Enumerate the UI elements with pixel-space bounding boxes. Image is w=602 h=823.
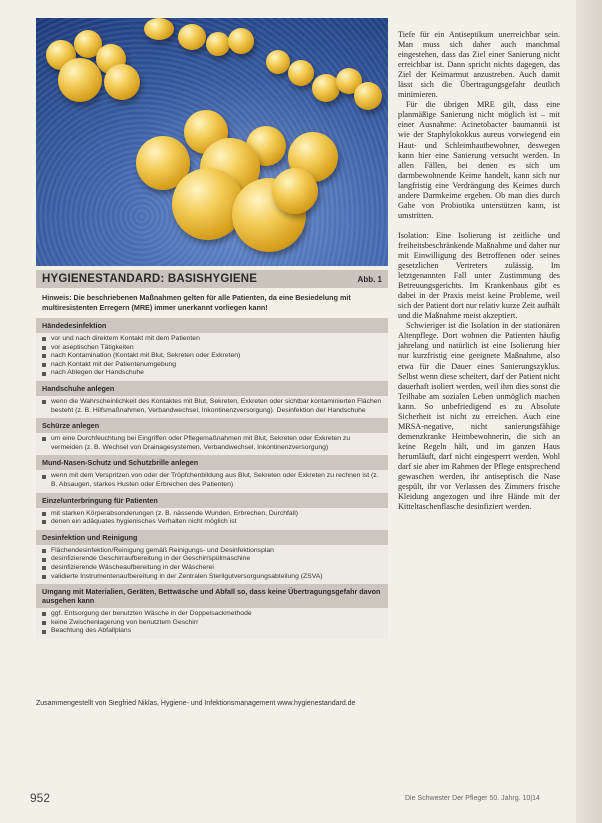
- section-heading: Desinfektion und Reinigung: [36, 530, 388, 545]
- page-number: 952: [30, 791, 51, 805]
- list-item: vor und nach direktem Kontakt mit dem Patienten: [42, 335, 382, 344]
- paragraph: Für die übrigen MRE gilt, dass eine planmäßige Sanierung nicht möglich ist – mit einer Ausnahme: Acinetobacter baumannii ist wie der Staphylokokkus aureus vorwiegend ein Haut- und Schleimhautbewohner, deswegen kann hier eine Sanierung versucht werden. In allen Fällen, bei denen es sich um darmbewohnende Keime handelt, kann sich nur langfristig eine Verdrängung des Keimes durch andere Darmkeime ergeben. Ob man dies durch Gabe von Probiotika unterstützen kann, ist umstritten.: [398, 100, 560, 220]
- list-item: nach Kontakt mit der Patientenumgebung: [42, 361, 382, 370]
- list-item: denen ein adäquates hygienisches Verhalten nicht möglich ist: [42, 518, 382, 527]
- coccus-shape: [266, 50, 290, 74]
- journal-footer: Die Schwester Der Pfleger 50. Jahrg. 10|14: [405, 795, 540, 802]
- section-apron: [36, 418, 388, 455]
- bullet-icon: [42, 575, 46, 579]
- section-gloves: [36, 381, 388, 418]
- section-single-room: [36, 493, 388, 530]
- list-item: nach Kontamination (Kontakt mit Blut, Sekreten oder Exkreten): [42, 352, 382, 361]
- section-heading: Mund-Nasen-Schutz und Schutzbrille anlegen: [36, 455, 388, 470]
- body-text-column: [398, 30, 560, 512]
- coccus-shape: [104, 64, 140, 100]
- section-heading: Einzelunterbringung für Patienten: [36, 493, 388, 508]
- hint-note: Hinweis: Die beschriebenen Maßnahmen gelten für alle Patienten, da eine Besiedelung mit multiresistenten Erregern (MRE) immer unerkannt vorliegen kann!: [42, 293, 351, 312]
- section-material-handling: [36, 584, 388, 639]
- bacteria-photo: [36, 18, 388, 266]
- bullet-icon: [42, 337, 46, 341]
- bullet-icon: [42, 437, 46, 441]
- coccus-shape: [206, 32, 230, 56]
- coccus-shape: [272, 168, 318, 214]
- bullet-icon: [42, 621, 46, 625]
- list-item: desinfizierende Wäscheaufbereitung in der Wäscherei: [42, 564, 382, 573]
- section-heading: Handschuhe anlegen: [36, 381, 388, 396]
- credit-line: Zusammengestellt von Siegfried Niklas, Hygiene- und Infektionsmanagement www.hygienestandard.de: [36, 700, 356, 707]
- paragraph: Tiefe für ein Antiseptikum unerreichbar sein. Man muss sich daher auch manchmal eingestehen, dass das Ziel einer Sanierung nicht erreichbar ist. Dann spricht nichts dagegen, das Ziel der Keimarmut anzustreben. Auch damit lässt sich die Übertragungsgefahr deutlich minimieren.: [398, 30, 560, 100]
- bullet-icon: [42, 549, 46, 553]
- paragraph: Isolation: Eine Isolierung ist zeitliche und freiheitsbeschränkende Maßnahme und daher nur mit Einwilligung des Betroffenen oder seines gesetzlichen Vertreters zulässig. Im letztgenannten Fall unter Zustimmung des Betreuungsgerichts. Im Krankenhaus gibt es dabei in der Praxis meist keine Probleme, weil sich der Patient dort nur relativ kurze Zeit aufhält und die Maßnahme meist akzeptiert.: [398, 230, 560, 321]
- bullet-icon: [42, 475, 46, 479]
- bullet-icon: [42, 512, 46, 516]
- coccus-shape: [228, 28, 254, 54]
- list-item: mit starken Körperabsonderungen (z. B. nässende Wunden, Erbrechen, Durchfall): [42, 510, 382, 519]
- list-item: wenn die Wahrscheinlichkeit des Kontaktes mit Blut, Sekreten, Exkreten oder sichtbar kontaminierten Flächen besteht (z. B. Hilfsmaßnahmen, Verbandwechsel, Inkontinenzversorgung). Desinfektion der Handschuhe: [42, 398, 382, 415]
- bullet-icon: [42, 354, 46, 358]
- bullet-icon: [42, 400, 46, 404]
- box-title-bar: [36, 270, 388, 288]
- box-title: HYGIENESTANDARD: BASISHYGIENE: [42, 273, 258, 285]
- adjacent-page-edge: [576, 0, 602, 823]
- bullet-icon: [42, 346, 46, 350]
- coccus-shape: [354, 82, 382, 110]
- bullet-icon: [42, 566, 46, 570]
- bullet-icon: [42, 520, 46, 524]
- section-mask-goggles: [36, 455, 388, 492]
- list-item: validierte Instrumentenaufbereitung in der Zentralen Sterilgutversorgungsabteilung (ZSVA): [42, 573, 382, 582]
- section-hand-disinfection: [36, 318, 388, 381]
- list-item: desinfizierende Geschirraufbereitung in der Geschirrspülmaschine: [42, 555, 382, 564]
- section-disinfection-cleaning: [36, 530, 388, 584]
- list-item: Beachtung des Abfallplans: [42, 627, 382, 636]
- section-heading: Umgang mit Materialien, Geräten, Bettwäsche und Abfall so, dass keine Übertragungsgefahr davon ausgehen kann: [36, 584, 388, 608]
- section-heading: Händedesinfektion: [36, 318, 388, 333]
- coccus-shape: [144, 18, 174, 40]
- list-item: Flächendesinfektion/Reinigung gemäß Reinigungs- und Desinfektionsplan: [42, 547, 382, 556]
- list-item: ggf. Entsorgung der benutzten Wäsche in der Doppelsackmethode: [42, 610, 382, 619]
- hygiene-table: [36, 318, 388, 639]
- list-item: vor aseptischen Tätigkeiten: [42, 344, 382, 353]
- list-item: nach Ablegen der Handschuhe: [42, 369, 382, 378]
- bullet-icon: [42, 558, 46, 562]
- bullet-icon: [42, 612, 46, 616]
- section-heading: Schürze anlegen: [36, 418, 388, 433]
- list-item: um eine Durchfeuchtung bei Eingriffen oder Pflegemaßnahmen mit Blut, Sekreten oder Exkreten zu vermeiden (z. B. Wechsel von Drainagesystemen, Verbandwechsel, Inkontinenzversorgung): [42, 435, 382, 452]
- bullet-icon: [42, 630, 46, 634]
- figure-label: Abb. 1: [357, 274, 382, 284]
- coccus-shape: [58, 58, 102, 102]
- bullet-icon: [42, 363, 46, 367]
- bullet-icon: [42, 372, 46, 376]
- coccus-shape: [178, 24, 206, 50]
- list-item: keine Zwischenlagerung von benutztem Geschirr: [42, 619, 382, 628]
- coccus-shape: [288, 60, 314, 86]
- list-item: wenn mit dem Verspritzen von oder der Tröpfchenbildung aus Blut, Sekreten oder Exkreten zu rechnen ist (z. B. Absaugen, starkes Husten oder Erbrechen des Patienten): [42, 472, 382, 489]
- paragraph: Schwieriger ist die Isolation in der stationären Altenpflege. Dort wohnen die Patienten häufig jahrelang und natürlich ist eine Isolierung hier nur kurzfristig eine geeignete Maßnahme, also etwa für die Dauer eines Sanierungszyklus. Selbst wenn diese scheitert, darf der Patient nicht dauerhaft isoliert werden, weil ihm dies sonst die Teilhabe am sozialen Leben unmöglich machen kann. So unbefriedigend es zu Absolute Sicherheit ist nicht zu erreichen. Auch eine MRSA-negative, nicht sanierungsfähige demenzkranke Heimbewohnerin, die sich an keine Regeln hält, und im ganzen Haus herumläuft, darf nicht eingesperrt werden. Wohl darf sie aber im Rahmen der Pflege entsprechend gewaschen werden, ihr antiseptisch die Nase gespült, ihr vor Verlassen des Zimmers frische Kleidung angezogen und ihre Hände mit der Kitteltaschenflasche desinfiziert werden.: [398, 321, 560, 512]
